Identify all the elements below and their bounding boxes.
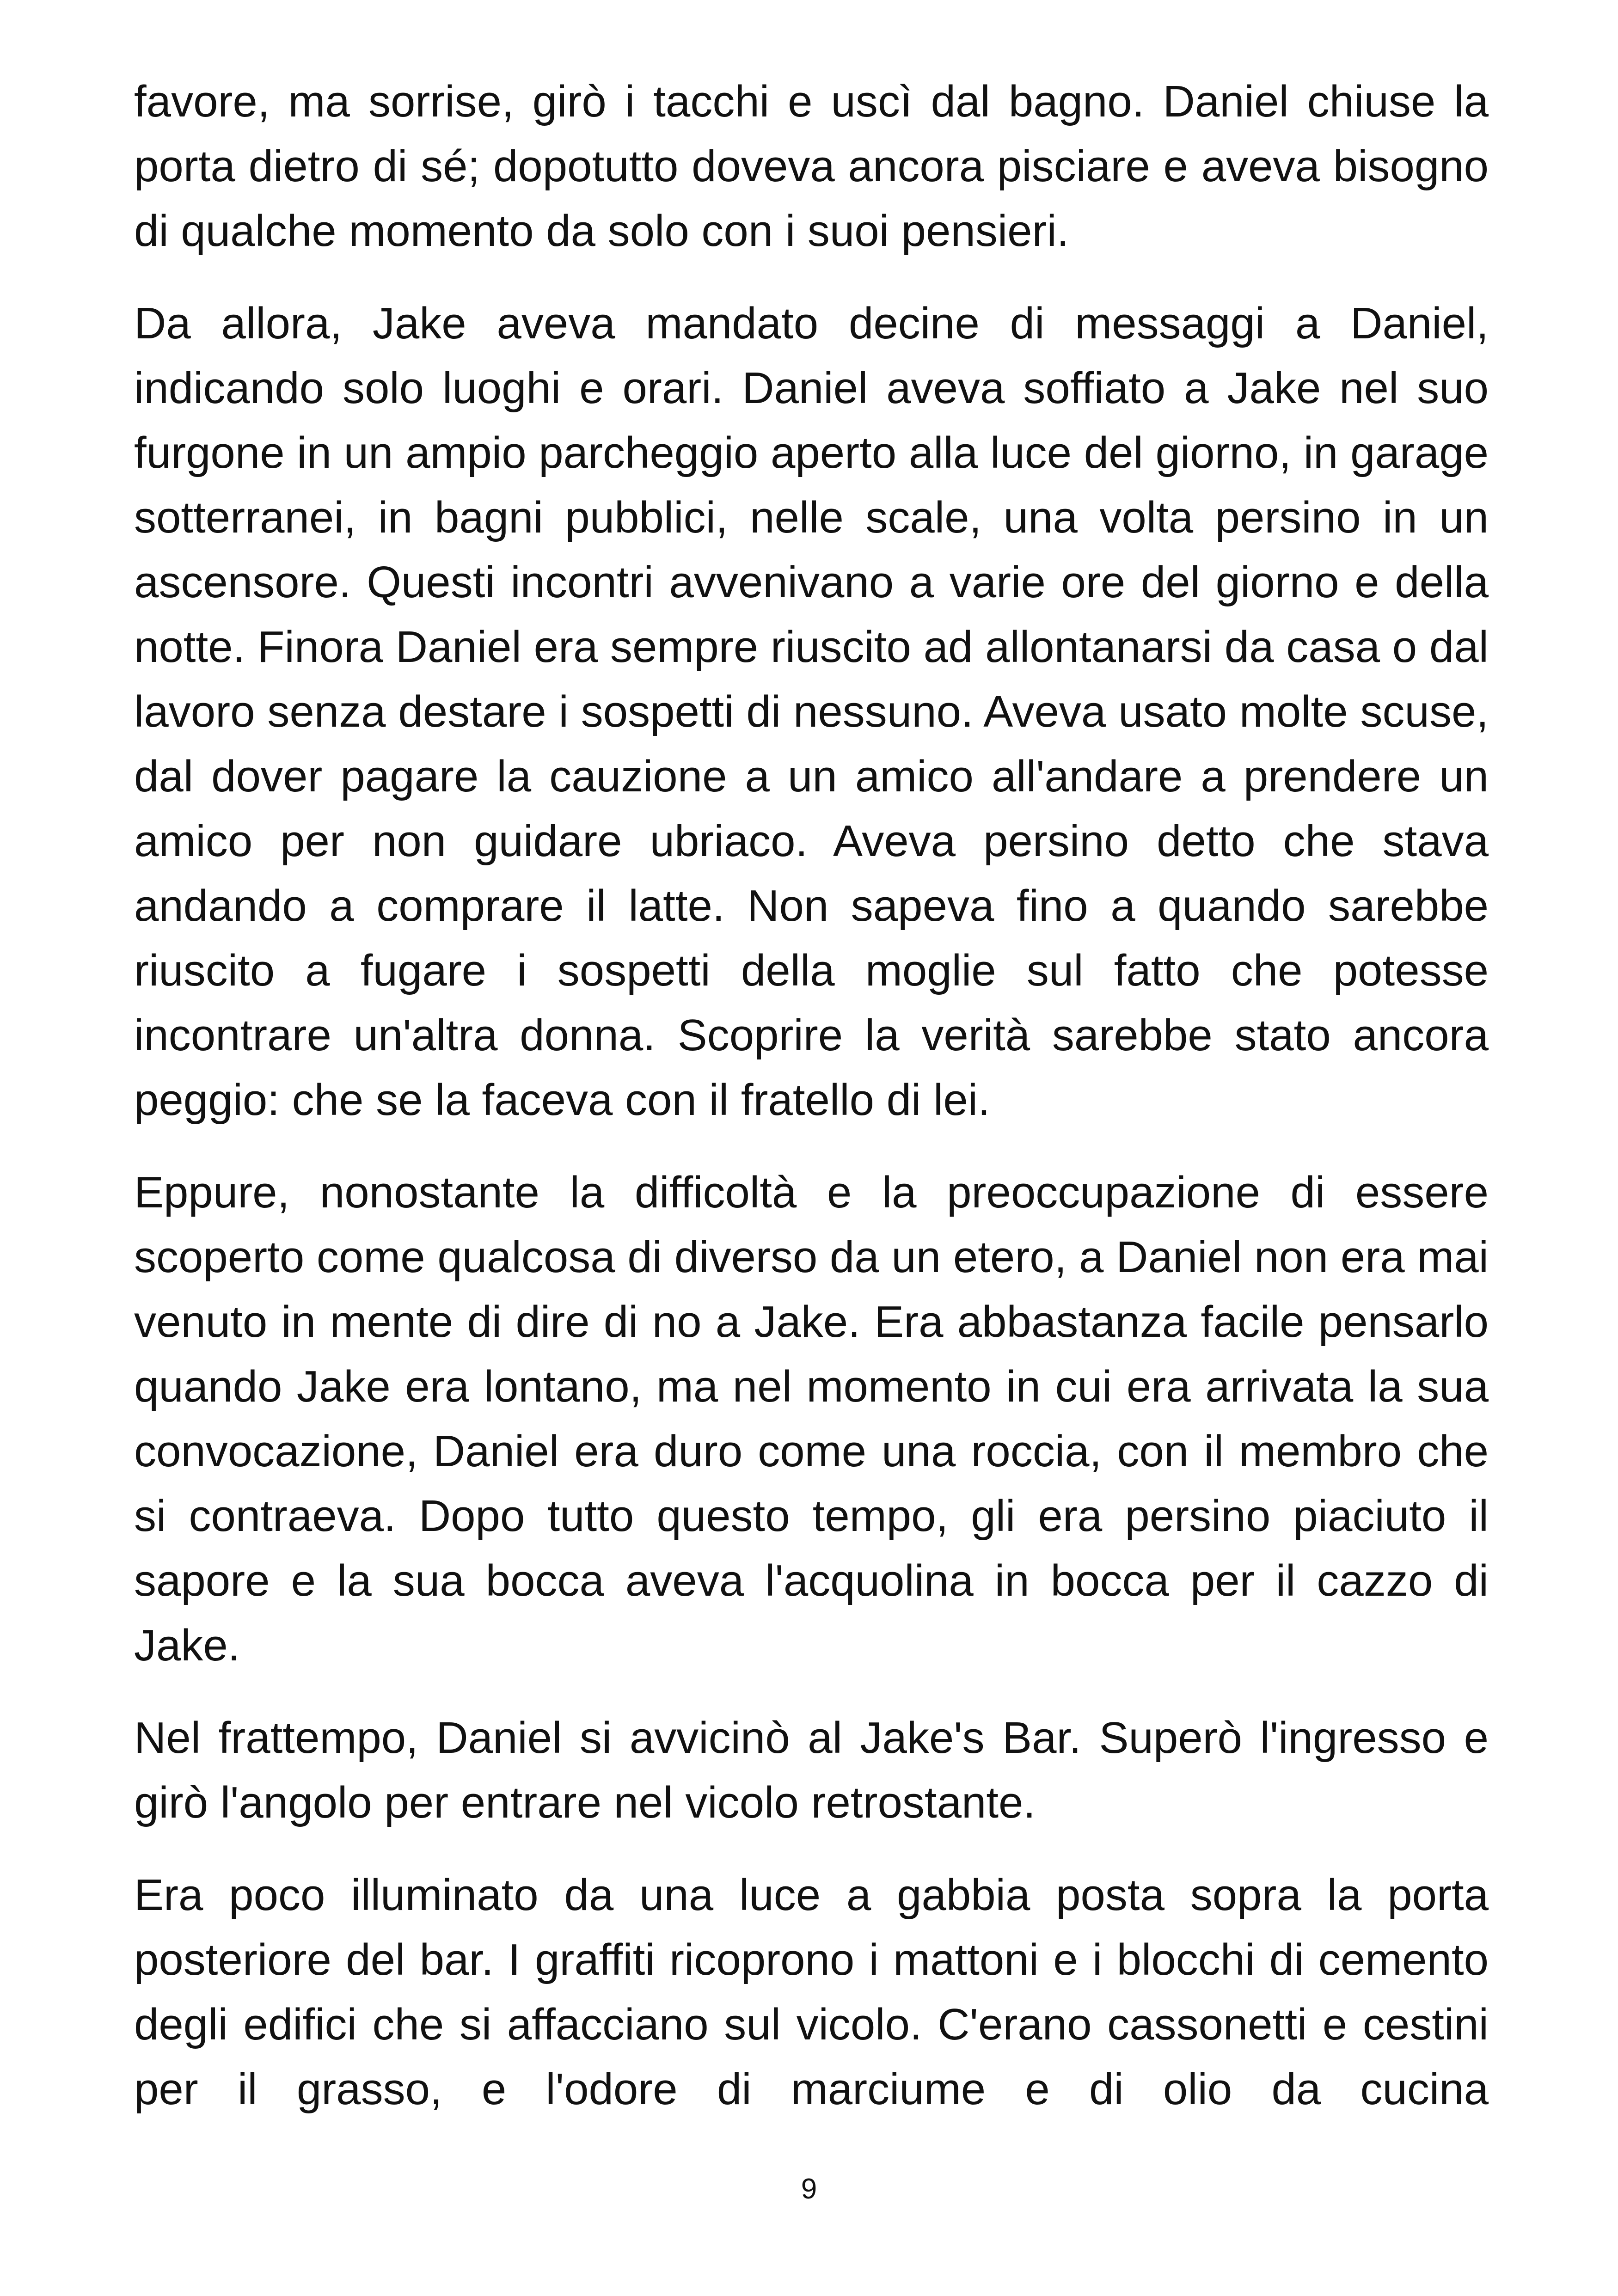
paragraph: Era poco illuminato da una luce a gabbia posta sopra la porta posteriore del bar. I graffiti ricoprono i mattoni e i blocchi di cemento degli edifici che si affacciano sul vicolo. C'erano cassonetti e cestini per il grasso, e l'odore di marciume e di olio da cucina — [134, 1870, 1489, 2114]
body-text — [134, 69, 1489, 2149]
paragraph: Da allora, Jake aveva mandato decine di messaggi a Daniel, indicando solo luoghi e orari. Daniel aveva soffiato a Jake nel suo furgone in un ampio parcheggio aperto alla luce del giorno, in garage sotterranei, in bagni pubblici, nelle scale, una volta persino in un ascensore. Questi incontri avvenivano a varie ore del giorno e della notte. Finora Daniel era sempre riuscito ad allontanarsi da casa o dal lavoro senza destare i sospetti di nessuno. Aveva usato molte scuse, dal dover pagare la cauzione a un amico all'andare a prendere un amico per non guidare ubriaco. Aveva persino detto che stava andando a comprare il latte. Non sapeva fino a quando sarebbe riuscito a fugare i sospetti della moglie sul fatto che potesse incontrare un'altra donna. Scoprire la verità sarebbe stato ancora peggio: che se la faceva con il fratello di lei. — [134, 299, 1489, 1125]
paragraph: Nel frattempo, Daniel si avvicinò al Jake's Bar. Superò l'ingresso e girò l'angolo per entrare nel vicolo retrostante. — [134, 1713, 1489, 1827]
paragraph: favore, ma sorrise, girò i tacchi e uscì dal bagno. Daniel chiuse la porta dietro di sé; dopotutto doveva ancora pisciare e aveva bisogno di qualche momento da solo con i suoi pensieri. — [134, 77, 1489, 256]
paragraph: Eppure, nonostante la difficoltà e la preoccupazione di essere scoperto come qualcosa di diverso da un etero, a Daniel non era mai venuto in mente di dire di no a Jake. Era abbastanza facile pensarlo quando Jake era lontano, ma nel momento in cui era arrivata la sua convocazione, Daniel era duro come una roccia, con il membro che si contraeva. Dopo tutto questo tempo, gli era persino piaciuto il sapore e la sua bocca aveva l'acquolina in bocca per il cazzo di Jake. — [134, 1168, 1489, 1670]
page-number: 9 — [801, 2173, 817, 2205]
